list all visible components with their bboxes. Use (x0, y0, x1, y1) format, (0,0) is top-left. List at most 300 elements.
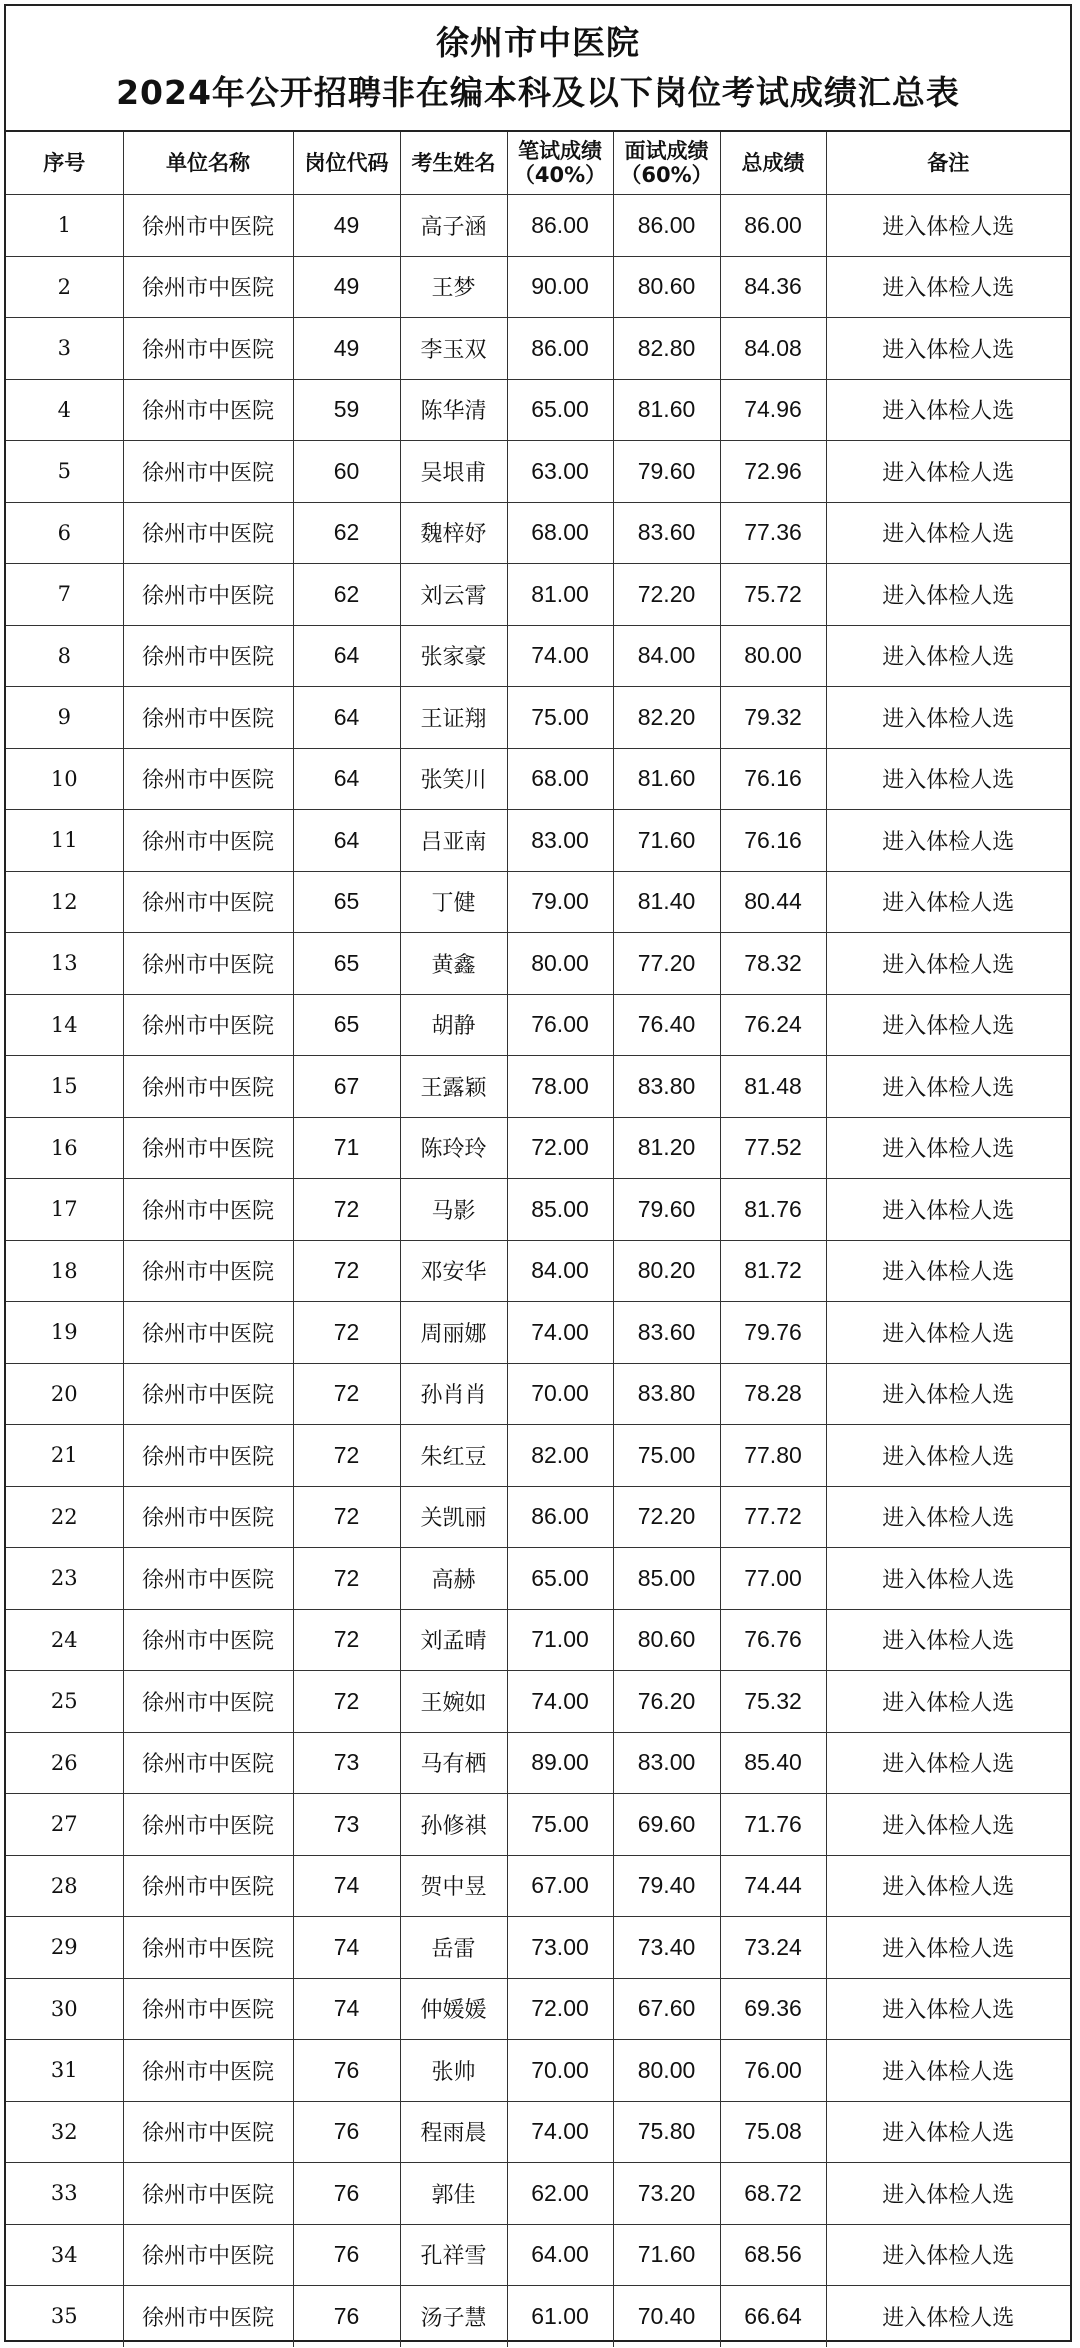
cell-remark: 进入体检人选 (826, 1363, 1070, 1425)
cell-post-code: 67 (293, 1056, 400, 1118)
cell-index: 31 (6, 2040, 123, 2102)
cell-total-score: 76.24 (720, 994, 826, 1056)
cell-post-code: 64 (293, 625, 400, 687)
table-row (6, 1917, 1070, 1979)
cell-name: 丁健 (400, 871, 507, 933)
cell-remark: 进入体检人选 (826, 2040, 1070, 2102)
cell-written-score: 76.00 (507, 994, 613, 1056)
cell-total-score: 74.44 (720, 1855, 826, 1917)
table-row (6, 810, 1070, 872)
cell-index: 17 (6, 1179, 123, 1241)
cell-interview-score: 75.80 (613, 2101, 720, 2163)
cell-remark: 进入体检人选 (826, 502, 1070, 564)
cell-remark: 进入体检人选 (826, 1978, 1070, 2040)
cell-written-score: 74.00 (507, 2101, 613, 2163)
results-sheet (4, 4, 1072, 2342)
table-row (6, 502, 1070, 564)
cell-post-code: 64 (293, 748, 400, 810)
cell-written-score: 86.00 (507, 318, 613, 380)
cell-interview-score: 81.20 (613, 1117, 720, 1179)
cell-name: 刘孟晴 (400, 1609, 507, 1671)
cell-name: 高子涵 (400, 195, 507, 257)
cell-remark: 进入体检人选 (826, 2163, 1070, 2225)
cell-interview-score: 73.40 (613, 1917, 720, 1979)
table-row (6, 1794, 1070, 1856)
cell-unit: 徐州市中医院 (123, 2040, 293, 2102)
cell-post-code: 73 (293, 1794, 400, 1856)
cell-post-code: 62 (293, 502, 400, 564)
cell-interview-score: 82.80 (613, 318, 720, 380)
cell-unit: 徐州市中医院 (123, 1179, 293, 1241)
cell-name: 张家豪 (400, 625, 507, 687)
cell-unit: 徐州市中医院 (123, 994, 293, 1056)
cell-remark: 进入体检人选 (826, 1117, 1070, 1179)
cell-remark: 进入体检人选 (826, 1609, 1070, 1671)
table-row (6, 1978, 1070, 2040)
table-row (6, 1179, 1070, 1241)
cell-index: 14 (6, 994, 123, 1056)
cell-interview-score: 84.00 (613, 625, 720, 687)
results-table (6, 132, 1070, 2347)
cell-written-score: 65.00 (507, 379, 613, 441)
cell-total-score: 77.00 (720, 1548, 826, 1610)
cell-total-score: 86.00 (720, 195, 826, 257)
cell-index: 33 (6, 2163, 123, 2225)
cell-unit: 徐州市中医院 (123, 441, 293, 503)
cell-unit: 徐州市中医院 (123, 502, 293, 564)
cell-total-score: 81.48 (720, 1056, 826, 1118)
cell-total-score: 85.40 (720, 1732, 826, 1794)
table-row (6, 441, 1070, 503)
cell-name: 孙修祺 (400, 1794, 507, 1856)
cell-unit: 徐州市中医院 (123, 1671, 293, 1733)
cell-name: 魏梓妤 (400, 502, 507, 564)
cell-interview-score: 73.20 (613, 2163, 720, 2225)
table-row (6, 1548, 1070, 1610)
cell-name: 王婉如 (400, 1671, 507, 1733)
cell-total-score: 76.16 (720, 810, 826, 872)
cell-unit: 徐州市中医院 (123, 1917, 293, 1979)
cell-total-score: 73.24 (720, 1917, 826, 1979)
header-unit: 单位名称 (123, 132, 293, 195)
cell-interview-score: 83.00 (613, 1732, 720, 1794)
cell-remark: 进入体检人选 (826, 687, 1070, 749)
cell-remark: 进入体检人选 (826, 1179, 1070, 1241)
cell-remark: 进入体检人选 (826, 1671, 1070, 1733)
cell-post-code: 74 (293, 1855, 400, 1917)
document-title-hospital: 徐州市中医院 (436, 23, 640, 62)
cell-written-score: 84.00 (507, 1240, 613, 1302)
cell-total-score: 80.44 (720, 871, 826, 933)
cell-unit: 徐州市中医院 (123, 1548, 293, 1610)
cell-written-score: 71.00 (507, 1609, 613, 1671)
cell-remark: 进入体检人选 (826, 810, 1070, 872)
header-total: 总成绩 (720, 132, 826, 195)
cell-unit: 徐州市中医院 (123, 318, 293, 380)
table-row (6, 1363, 1070, 1425)
cell-remark: 进入体检人选 (826, 1917, 1070, 1979)
cell-post-code: 72 (293, 1425, 400, 1487)
cell-post-code: 76 (293, 2040, 400, 2102)
cell-remark: 进入体检人选 (826, 1302, 1070, 1364)
cell-post-code: 71 (293, 1117, 400, 1179)
cell-index: 7 (6, 564, 123, 626)
table-row (6, 2286, 1070, 2347)
cell-unit: 徐州市中医院 (123, 871, 293, 933)
cell-index: 10 (6, 748, 123, 810)
cell-written-score: 89.00 (507, 1732, 613, 1794)
cell-post-code: 76 (293, 2101, 400, 2163)
cell-interview-score: 80.00 (613, 2040, 720, 2102)
cell-written-score: 65.00 (507, 1548, 613, 1610)
table-row (6, 1056, 1070, 1118)
cell-remark: 进入体检人选 (826, 256, 1070, 318)
cell-written-score: 68.00 (507, 748, 613, 810)
cell-unit: 徐州市中医院 (123, 2101, 293, 2163)
cell-index: 32 (6, 2101, 123, 2163)
table-row (6, 933, 1070, 995)
header-remark: 备注 (826, 132, 1070, 195)
cell-unit: 徐州市中医院 (123, 1240, 293, 1302)
cell-interview-score: 72.20 (613, 1486, 720, 1548)
cell-total-score: 75.32 (720, 1671, 826, 1733)
cell-remark: 进入体检人选 (826, 564, 1070, 626)
cell-remark: 进入体检人选 (826, 441, 1070, 503)
cell-written-score: 86.00 (507, 195, 613, 257)
cell-total-score: 77.80 (720, 1425, 826, 1487)
table-row (6, 748, 1070, 810)
cell-index: 24 (6, 1609, 123, 1671)
cell-total-score: 78.28 (720, 1363, 826, 1425)
cell-index: 15 (6, 1056, 123, 1118)
table-row (6, 318, 1070, 380)
table-row (6, 2163, 1070, 2225)
cell-total-score: 84.36 (720, 256, 826, 318)
cell-total-score: 76.16 (720, 748, 826, 810)
cell-name: 汤子慧 (400, 2286, 507, 2347)
cell-index: 26 (6, 1732, 123, 1794)
cell-total-score: 76.00 (720, 2040, 826, 2102)
cell-unit: 徐州市中医院 (123, 625, 293, 687)
cell-interview-score: 86.00 (613, 195, 720, 257)
cell-post-code: 49 (293, 256, 400, 318)
cell-unit: 徐州市中医院 (123, 379, 293, 441)
cell-index: 11 (6, 810, 123, 872)
header-name: 考生姓名 (400, 132, 507, 195)
cell-index: 13 (6, 933, 123, 995)
cell-post-code: 59 (293, 379, 400, 441)
table-row (6, 1732, 1070, 1794)
cell-remark: 进入体检人选 (826, 195, 1070, 257)
cell-written-score: 72.00 (507, 1117, 613, 1179)
table-row (6, 2040, 1070, 2102)
cell-total-score: 78.32 (720, 933, 826, 995)
cell-post-code: 72 (293, 1609, 400, 1671)
cell-written-score: 75.00 (507, 1794, 613, 1856)
table-row (6, 625, 1070, 687)
cell-remark: 进入体检人选 (826, 625, 1070, 687)
header-interview-label: 面试成绩 (624, 139, 709, 163)
cell-unit: 徐州市中医院 (123, 810, 293, 872)
cell-name: 孔祥雪 (400, 2224, 507, 2286)
cell-remark: 进入体检人选 (826, 994, 1070, 1056)
cell-index: 5 (6, 441, 123, 503)
cell-remark: 进入体检人选 (826, 2101, 1070, 2163)
cell-interview-score: 80.60 (613, 1609, 720, 1671)
cell-total-score: 72.96 (720, 441, 826, 503)
cell-unit: 徐州市中医院 (123, 1425, 293, 1487)
cell-total-score: 75.72 (720, 564, 826, 626)
cell-post-code: 49 (293, 195, 400, 257)
cell-remark: 进入体检人选 (826, 1486, 1070, 1548)
cell-index: 27 (6, 1794, 123, 1856)
cell-unit: 徐州市中医院 (123, 1855, 293, 1917)
cell-index: 30 (6, 1978, 123, 2040)
cell-unit: 徐州市中医院 (123, 256, 293, 318)
cell-index: 9 (6, 687, 123, 749)
cell-unit: 徐州市中医院 (123, 1363, 293, 1425)
cell-name: 朱红豆 (400, 1425, 507, 1487)
cell-interview-score: 72.20 (613, 564, 720, 626)
cell-post-code: 72 (293, 1240, 400, 1302)
cell-post-code: 65 (293, 933, 400, 995)
cell-unit: 徐州市中医院 (123, 1794, 293, 1856)
header-interview (613, 132, 720, 195)
cell-unit: 徐州市中医院 (123, 2224, 293, 2286)
cell-written-score: 73.00 (507, 1917, 613, 1979)
header-written-label: 笔试成绩 (518, 139, 602, 163)
cell-interview-score: 67.60 (613, 1978, 720, 2040)
header-index: 序号 (6, 132, 123, 195)
cell-total-score: 74.96 (720, 379, 826, 441)
cell-unit: 徐州市中医院 (123, 1056, 293, 1118)
table-row (6, 1609, 1070, 1671)
cell-written-score: 75.00 (507, 687, 613, 749)
cell-index: 4 (6, 379, 123, 441)
cell-post-code: 72 (293, 1671, 400, 1733)
cell-interview-score: 81.60 (613, 748, 720, 810)
cell-post-code: 72 (293, 1548, 400, 1610)
cell-index: 23 (6, 1548, 123, 1610)
cell-written-score: 70.00 (507, 1363, 613, 1425)
cell-total-score: 77.52 (720, 1117, 826, 1179)
cell-total-score: 68.72 (720, 2163, 826, 2225)
cell-interview-score: 83.80 (613, 1056, 720, 1118)
cell-unit: 徐州市中医院 (123, 1609, 293, 1671)
cell-remark: 进入体检人选 (826, 933, 1070, 995)
table-row (6, 195, 1070, 257)
cell-written-score: 82.00 (507, 1425, 613, 1487)
cell-interview-score: 79.40 (613, 1855, 720, 1917)
cell-remark: 进入体检人选 (826, 1425, 1070, 1487)
cell-name: 程雨晨 (400, 2101, 507, 2163)
cell-post-code: 60 (293, 441, 400, 503)
cell-post-code: 72 (293, 1302, 400, 1364)
cell-name: 仲媛媛 (400, 1978, 507, 2040)
cell-post-code: 74 (293, 1917, 400, 1979)
cell-total-score: 80.00 (720, 625, 826, 687)
cell-remark: 进入体检人选 (826, 2224, 1070, 2286)
cell-interview-score: 79.60 (613, 1179, 720, 1241)
table-row (6, 1425, 1070, 1487)
cell-interview-score: 77.20 (613, 933, 720, 995)
cell-index: 3 (6, 318, 123, 380)
cell-written-score: 74.00 (507, 1302, 613, 1364)
cell-interview-score: 75.00 (613, 1425, 720, 1487)
cell-index: 35 (6, 2286, 123, 2347)
cell-remark: 进入体检人选 (826, 871, 1070, 933)
cell-total-score: 69.36 (720, 1978, 826, 2040)
table-row (6, 379, 1070, 441)
table-row (6, 2101, 1070, 2163)
cell-written-score: 72.00 (507, 1978, 613, 2040)
cell-interview-score: 80.20 (613, 1240, 720, 1302)
cell-remark: 进入体检人选 (826, 1855, 1070, 1917)
cell-unit: 徐州市中医院 (123, 687, 293, 749)
cell-name: 岳雷 (400, 1917, 507, 1979)
cell-index: 18 (6, 1240, 123, 1302)
cell-total-score: 66.64 (720, 2286, 826, 2347)
cell-written-score: 81.00 (507, 564, 613, 626)
cell-written-score: 63.00 (507, 441, 613, 503)
cell-post-code: 73 (293, 1732, 400, 1794)
table-row (6, 1486, 1070, 1548)
cell-interview-score: 82.20 (613, 687, 720, 749)
cell-name: 王梦 (400, 256, 507, 318)
table-row (6, 1117, 1070, 1179)
cell-name: 郭佳 (400, 2163, 507, 2225)
cell-interview-score: 83.80 (613, 1363, 720, 1425)
cell-unit: 徐州市中医院 (123, 2286, 293, 2347)
table-row (6, 1240, 1070, 1302)
cell-name: 贺中昱 (400, 1855, 507, 1917)
cell-written-score: 74.00 (507, 1671, 613, 1733)
cell-total-score: 79.76 (720, 1302, 826, 1364)
table-row (6, 1302, 1070, 1364)
table-header-row (6, 132, 1070, 195)
cell-name: 高赫 (400, 1548, 507, 1610)
cell-name: 关凯丽 (400, 1486, 507, 1548)
cell-total-score: 81.72 (720, 1240, 826, 1302)
table-row (6, 1671, 1070, 1733)
cell-index: 22 (6, 1486, 123, 1548)
cell-index: 8 (6, 625, 123, 687)
cell-index: 28 (6, 1855, 123, 1917)
cell-name: 陈华清 (400, 379, 507, 441)
cell-total-score: 68.56 (720, 2224, 826, 2286)
cell-remark: 进入体检人选 (826, 379, 1070, 441)
cell-unit: 徐州市中医院 (123, 1732, 293, 1794)
cell-name: 王露颖 (400, 1056, 507, 1118)
cell-written-score: 62.00 (507, 2163, 613, 2225)
header-written-weight: （40%） (513, 163, 607, 187)
header-post-code: 岗位代码 (293, 132, 400, 195)
cell-name: 张笑川 (400, 748, 507, 810)
cell-post-code: 49 (293, 318, 400, 380)
cell-name: 刘云霄 (400, 564, 507, 626)
cell-post-code: 72 (293, 1486, 400, 1548)
cell-written-score: 80.00 (507, 933, 613, 995)
cell-total-score: 79.32 (720, 687, 826, 749)
cell-remark: 进入体检人选 (826, 748, 1070, 810)
cell-post-code: 62 (293, 564, 400, 626)
cell-written-score: 85.00 (507, 1179, 613, 1241)
cell-unit: 徐州市中医院 (123, 195, 293, 257)
cell-unit: 徐州市中医院 (123, 1978, 293, 2040)
cell-index: 19 (6, 1302, 123, 1364)
cell-unit: 徐州市中医院 (123, 748, 293, 810)
cell-post-code: 64 (293, 687, 400, 749)
cell-remark: 进入体检人选 (826, 1794, 1070, 1856)
cell-remark: 进入体检人选 (826, 2286, 1070, 2347)
cell-interview-score: 79.60 (613, 441, 720, 503)
cell-interview-score: 76.40 (613, 994, 720, 1056)
cell-index: 1 (6, 195, 123, 257)
cell-written-score: 64.00 (507, 2224, 613, 2286)
title-block (6, 6, 1070, 132)
cell-total-score: 77.36 (720, 502, 826, 564)
cell-total-score: 75.08 (720, 2101, 826, 2163)
cell-interview-score: 81.60 (613, 379, 720, 441)
cell-written-score: 61.00 (507, 2286, 613, 2347)
cell-name: 马影 (400, 1179, 507, 1241)
cell-interview-score: 85.00 (613, 1548, 720, 1610)
cell-remark: 进入体检人选 (826, 1548, 1070, 1610)
table-row (6, 871, 1070, 933)
cell-written-score: 90.00 (507, 256, 613, 318)
cell-post-code: 65 (293, 994, 400, 1056)
table-row (6, 994, 1070, 1056)
cell-interview-score: 69.60 (613, 1794, 720, 1856)
cell-unit: 徐州市中医院 (123, 1302, 293, 1364)
cell-post-code: 72 (293, 1363, 400, 1425)
cell-name: 李玉双 (400, 318, 507, 380)
cell-index: 2 (6, 256, 123, 318)
cell-interview-score: 70.40 (613, 2286, 720, 2347)
table-row (6, 564, 1070, 626)
cell-written-score: 68.00 (507, 502, 613, 564)
cell-name: 胡静 (400, 994, 507, 1056)
cell-written-score: 70.00 (507, 2040, 613, 2102)
cell-name: 周丽娜 (400, 1302, 507, 1364)
cell-written-score: 67.00 (507, 1855, 613, 1917)
cell-unit: 徐州市中医院 (123, 1117, 293, 1179)
cell-index: 34 (6, 2224, 123, 2286)
cell-name: 马有栖 (400, 1732, 507, 1794)
cell-interview-score: 76.20 (613, 1671, 720, 1733)
cell-name: 陈玲玲 (400, 1117, 507, 1179)
cell-total-score: 76.76 (720, 1609, 826, 1671)
cell-total-score: 81.76 (720, 1179, 826, 1241)
table-row (6, 1855, 1070, 1917)
cell-index: 20 (6, 1363, 123, 1425)
cell-post-code: 65 (293, 871, 400, 933)
cell-total-score: 77.72 (720, 1486, 826, 1548)
cell-index: 21 (6, 1425, 123, 1487)
cell-total-score: 84.08 (720, 318, 826, 380)
cell-name: 邓安华 (400, 1240, 507, 1302)
cell-post-code: 76 (293, 2286, 400, 2347)
table-row (6, 687, 1070, 749)
header-interview-weight: （60%） (620, 163, 713, 187)
document-title-main: 2024年公开招聘非在编本科及以下岗位考试成绩汇总表 (116, 73, 960, 112)
header-written (507, 132, 613, 195)
cell-interview-score: 80.60 (613, 256, 720, 318)
cell-index: 6 (6, 502, 123, 564)
cell-total-score: 71.76 (720, 1794, 826, 1856)
cell-post-code: 72 (293, 1179, 400, 1241)
cell-unit: 徐州市中医院 (123, 564, 293, 626)
